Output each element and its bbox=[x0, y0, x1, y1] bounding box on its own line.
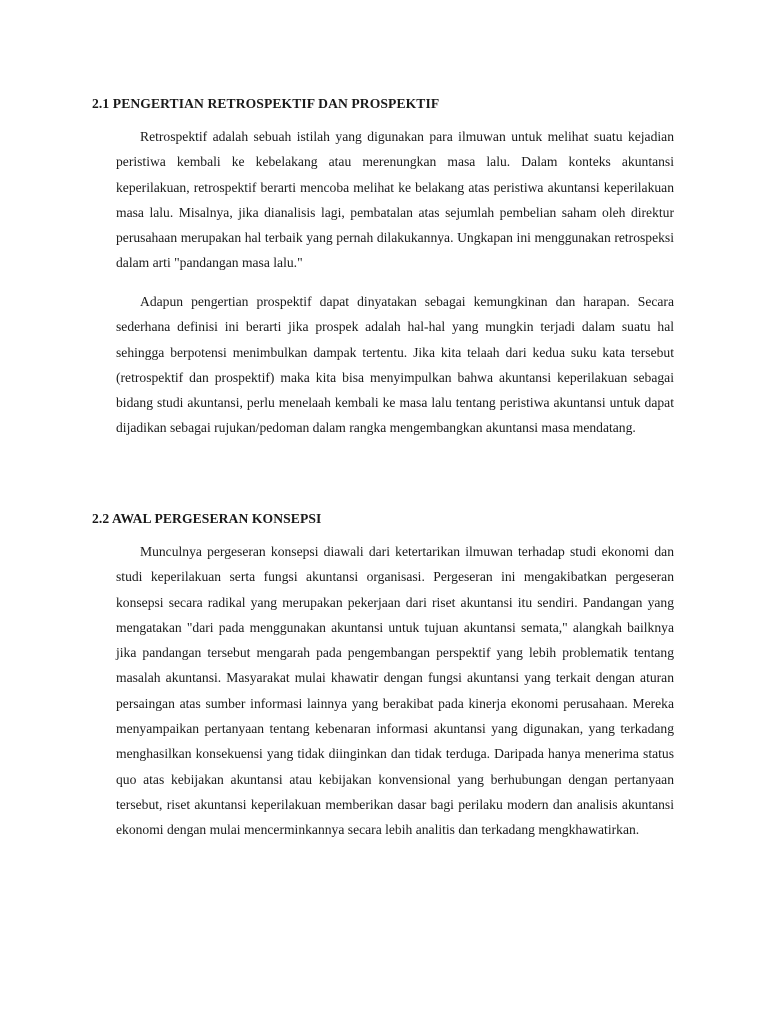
paragraph-pergeseran-konsepsi: Munculnya pergeseran konsepsi diawali dari ketertarikan ilmuwan terhadap studi ekonomi dan studi keperilakuan serta fungsi akuntansi organisasi. Pergeseran ini mengakibatkan pergeseran konsepsi secara radikal yang merupakan pekerjaan dari riset akuntansi itu sendiri. Pandangan yang mengatakan "dari pada menggunakan akuntansi untuk tujuan akuntansi semata," alangkah bailknya jika pandangan tersebut mengarah pada pengembangan perspektif yang lebih problematik tentang masalah akuntansi. Masyarakat mulai khawatir dengan fungsi akuntansi yang terkait dengan aturan persaingan atas sumber informasi lainnya yang berakibat pada kinerja ekonomi perusahaan. Mereka menyampaikan pertanyaan tentang kebenaran informasi akuntansi yang digunakan, yang terkadang menghasilkan konsekuensi yang tidak diinginkan dan tidak terduga. Daripada hanya menerima status quo atas kebijakan akuntansi atau kebijakan konvensional yang berhubungan dengan pertanyaan tersebut, riset akuntansi keperilakuan memberikan dasar bagi perilaku modern dan analisis akuntansi ekonomi dengan mulai mencerminkannya secara lebih analitis dan terkadang mengkhawatirkan. bbox=[116, 544, 674, 838]
paragraph-prospektif: Adapun pengertian prospektif dapat dinyatakan sebagai kemungkinan dan harapan. Secara sederhana definisi ini berarti jika prospek adalah hal-hal yang mungkin terjadi dalam suatu hal sehingga berpotensi menimbulkan dampak tertentu. Jika kita telaah dari kedua suku kata tersebut (retrospektif dan prospektif) maka kita bisa menyimpulkan bahwa akuntansi keperilakuan sebagai bidang studi akuntansi, perlu menelaah kembali ke masa lalu tentang peristiwa akuntansi untuk dapat dijadikan sebagai rujukan/pedoman dalam rangka mengembangkan akuntansi masa mendatang. bbox=[116, 294, 674, 436]
paragraph-retrospektif: Retrospektif adalah sebuah istilah yang digunakan para ilmuwan untuk melihat suatu kejadian peristiwa kembali ke kebelakang atau merenungkan masa lalu. Dalam konteks akuntansi keperilakuan, retrospektif berarti mencoba melihat ke belakang atas peristiwa akuntansi keperilakuan masa lalu. Misalnya, jika dianalisis lagi, pembatalan atas sejumlah pembelian saham oleh direktur perusahaan merupakan hal terbaik yang pernah dilakukannya. Ungkapan ini menggunakan retrospeksi dalam arti "pandangan masa lalu." bbox=[116, 129, 674, 271]
section-heading-pergeseran-konsepsi: 2.2 AWAL PERGESERAN KONSEPSI bbox=[92, 511, 322, 526]
section-heading-retrospektif-prospektif: 2.1 PENGERTIAN RETROSPEKTIF DAN PROSPEKTIF bbox=[92, 96, 440, 111]
